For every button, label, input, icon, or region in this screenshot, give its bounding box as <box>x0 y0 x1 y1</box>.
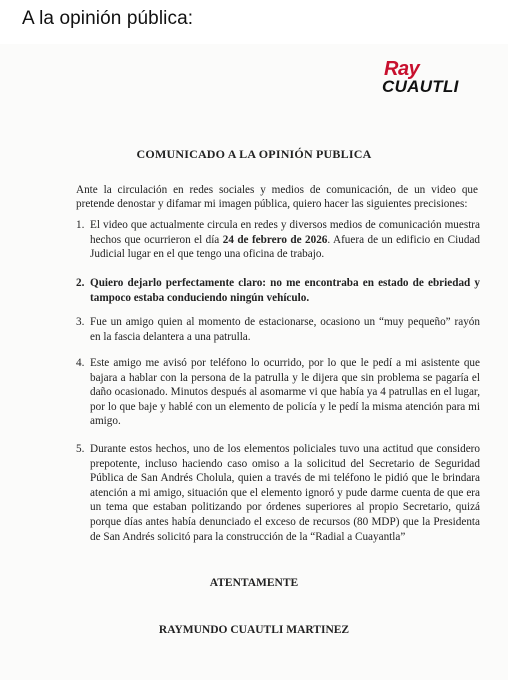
item-number: 1. <box>76 219 85 231</box>
list-item-5 <box>76 442 480 544</box>
post-caption: A la opinión pública: <box>22 8 194 29</box>
list-item-1 <box>76 218 480 262</box>
logo-last-name: CUAUTLI <box>382 77 459 96</box>
document-title: COMUNICADO A LA OPINIÓN PUBLICA <box>136 147 372 161</box>
item-date: 24 de febrero de 2026 <box>222 233 328 246</box>
signature-name: RAYMUNDO CUAUTLI MARTINEZ <box>158 624 350 636</box>
item-number: 5. <box>76 443 85 455</box>
list-item-2 <box>76 276 480 305</box>
item-text: Quiero dejarlo perfectamente claro: no me encontraba en estado de ebriedad y tampoco estaba conduciendo ningún vehículo. <box>90 277 480 304</box>
item-number: 4. <box>76 357 85 369</box>
item-text: El video que actualmente circula en redes y diversos medios de comunicación muestra hechos que ocurrieron el día 24 de febrero de 2026. Afuera de un edificio en Ciudad Judicial lugar en el que tengo una oficina de trabajo. <box>90 219 481 261</box>
item-text: Este amigo me avisó por teléfono lo ocurrido, por lo que le pedí a mi asistente que bajara a hablar con la persona de la patrulla y le dijera que sin problema se pagaría el daño ocasionado. Minutos después al asomarme vi que había ya 4 patrullas en el lugar, por lo que baje y hablé con un elemento de policía y le pedí la misma atención para mi amigo. <box>90 357 480 428</box>
item-number: 3. <box>76 316 85 328</box>
intro-paragraph: Ante la circulación en redes sociales y medios de comunicación, de un video que pretende denostar y difamar mi imagen pública, quiero hacer las siguientes precisiones: <box>76 184 478 211</box>
logo-first-name: Ray <box>384 58 420 80</box>
item-text: Durante estos hechos, uno de los elementos policiales tuvo una actitud que considero prepotente, incluso haciendo caso omiso a la solicitud del Secretario de Seguridad Pública de San Andrés Cholula, quien a través de mi teléfono le pidió que le brindara atención a mi amigo, situación que el elemento ignoró y pude darme cuenta de que era un tema que estaban politizando por órdenes superiores al propio Secretario, quizá porque días antes había denunciado el exceso de recursos (80 MDP) que la Presidenta de San Andrés solicitó para la construcción de la “Radial a Cuayantla” <box>90 443 480 543</box>
closing-line: ATENTAMENTE <box>209 577 299 589</box>
list-item-3 <box>76 315 480 344</box>
ray-cuautli-logo <box>382 58 472 100</box>
item-number: 2. <box>76 277 85 289</box>
item-text: Fue un amigo quien al momento de estacionarse, ocasiono un “muy pequeño” rayón en la fascia delantera a una patrulla. <box>90 316 480 343</box>
list-item-4 <box>76 356 480 429</box>
